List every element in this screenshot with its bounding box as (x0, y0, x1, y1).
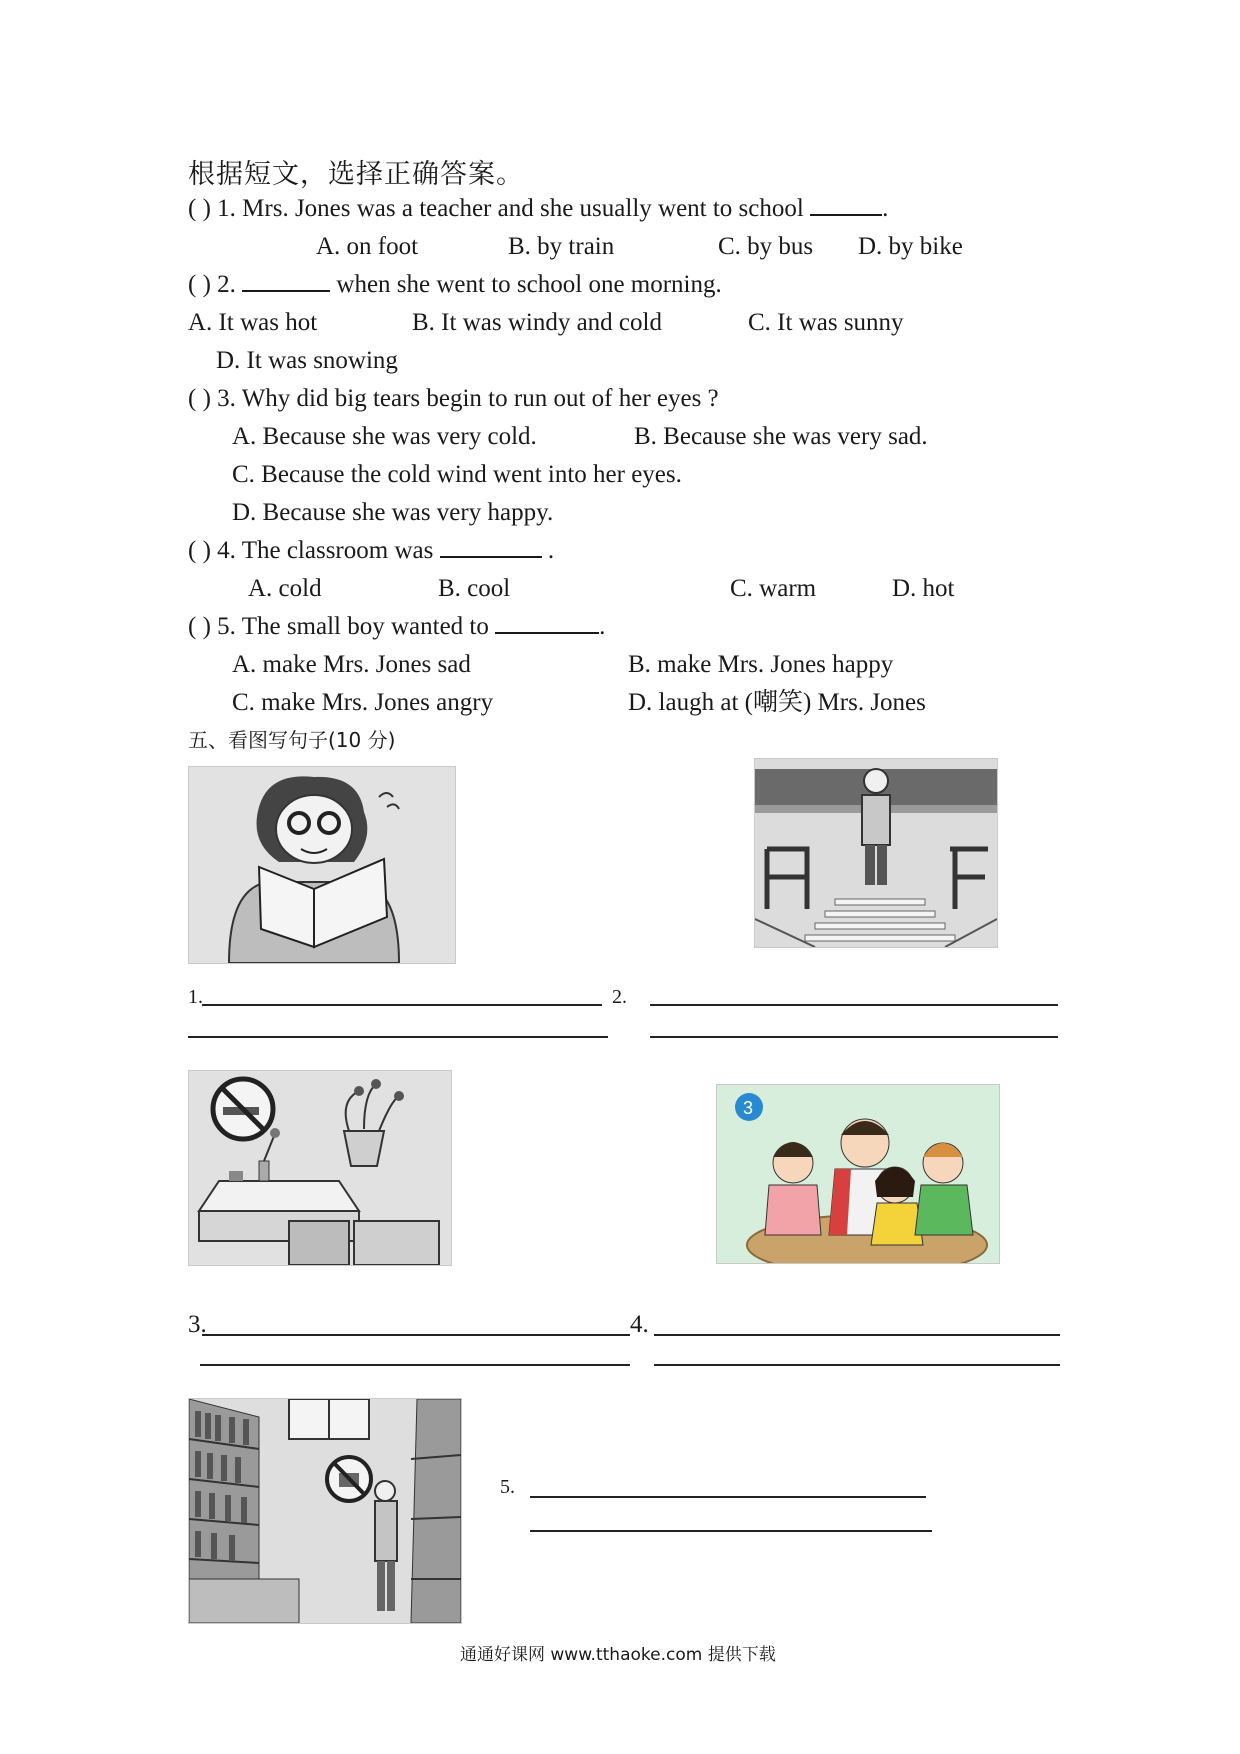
option-3d: D. Because she was very happy. (232, 499, 554, 526)
question-stem: 1. Mrs. Jones was a teacher and she usually went to school (217, 195, 804, 222)
question-stem: 2. (217, 271, 236, 298)
answer-paren[interactable]: ( ) (188, 537, 211, 564)
answer-blank (440, 534, 542, 558)
option-3a: A. Because she was very cold. (232, 423, 537, 450)
write-line-5b[interactable] (530, 1530, 932, 1532)
answer-blank (242, 268, 330, 292)
instruction-heading: 根据短文，选择正确答案。 (188, 159, 524, 190)
option-4c: C. warm (730, 575, 817, 602)
option-1a: A. on foot (316, 233, 419, 260)
option-2a: A. It was hot (188, 309, 318, 336)
option-5a: A. make Mrs. Jones sad (232, 651, 471, 678)
picture-badge: 3 (743, 1098, 754, 1118)
write-line-1b[interactable] (188, 1036, 608, 1038)
question-2 (188, 268, 722, 302)
write-line-1a[interactable] (202, 1004, 602, 1006)
option-5c: C. make Mrs. Jones angry (232, 689, 494, 716)
answer-blank (810, 192, 882, 216)
label-5: 5. (500, 1476, 515, 1498)
answer-paren[interactable]: ( ) (188, 195, 211, 222)
write-line-2b[interactable] (650, 1036, 1058, 1038)
picture-girl-reading (188, 766, 456, 964)
question-1 (188, 192, 888, 226)
option-4a: A. cold (248, 575, 322, 602)
question-stem-end: . (882, 195, 889, 222)
picture-children-talking (716, 1084, 1000, 1264)
write-line-4a[interactable] (654, 1334, 1060, 1336)
label-1: 1. (188, 986, 203, 1008)
write-line-2a[interactable] (650, 1004, 1058, 1006)
option-5b: B. make Mrs. Jones happy (628, 651, 894, 678)
section-title: 五、看图写句子(10 分) (188, 728, 396, 752)
option-5d: D. laugh at (嘲笑) Mrs. Jones (628, 689, 926, 716)
write-line-5a[interactable] (530, 1496, 926, 1498)
answer-paren[interactable]: ( ) (188, 271, 211, 298)
option-4b: B. cool (438, 575, 511, 602)
picture-no-smoking (188, 1070, 452, 1266)
answer-paren[interactable]: ( ) (188, 613, 211, 640)
option-2d: D. It was snowing (216, 347, 398, 374)
option-4d: D. hot (892, 575, 955, 602)
write-line-3b[interactable] (200, 1364, 630, 1366)
option-1d: D. by bike (858, 233, 963, 260)
answer-blank (495, 610, 599, 634)
label-3: 3. (188, 1311, 207, 1338)
option-3b: B. Because she was very sad. (634, 423, 928, 450)
option-1c: C. by bus (718, 233, 814, 260)
question-3 (188, 382, 719, 416)
question-5 (188, 610, 605, 644)
option-2c: C. It was sunny (748, 309, 904, 336)
label-2: 2. (612, 986, 627, 1008)
question-stem-end: . (599, 613, 606, 640)
option-1b: B. by train (508, 233, 615, 260)
picture-library (188, 1398, 462, 1624)
question-stem: 4. The classroom was (217, 537, 434, 564)
option-2b: B. It was windy and cold (412, 309, 662, 336)
picture-crosswalk (754, 758, 998, 948)
footer-text: 通通好课网 www.tthaoke.com 提供下载 (460, 1645, 776, 1665)
write-line-4b[interactable] (654, 1364, 1060, 1366)
question-stem-end: . (547, 537, 555, 564)
label-4: 4. (630, 1311, 649, 1338)
question-stem-end: when she went to school one morning. (336, 271, 722, 298)
answer-paren[interactable]: ( ) (188, 385, 211, 412)
question-stem: 3. Why did big tears begin to run out of her eyes ? (217, 385, 719, 412)
question-stem: 5. The small boy wanted to (217, 613, 489, 640)
question-4 (188, 534, 554, 568)
option-3c: C. Because the cold wind went into her eyes. (232, 461, 682, 488)
write-line-3a[interactable] (202, 1334, 630, 1336)
